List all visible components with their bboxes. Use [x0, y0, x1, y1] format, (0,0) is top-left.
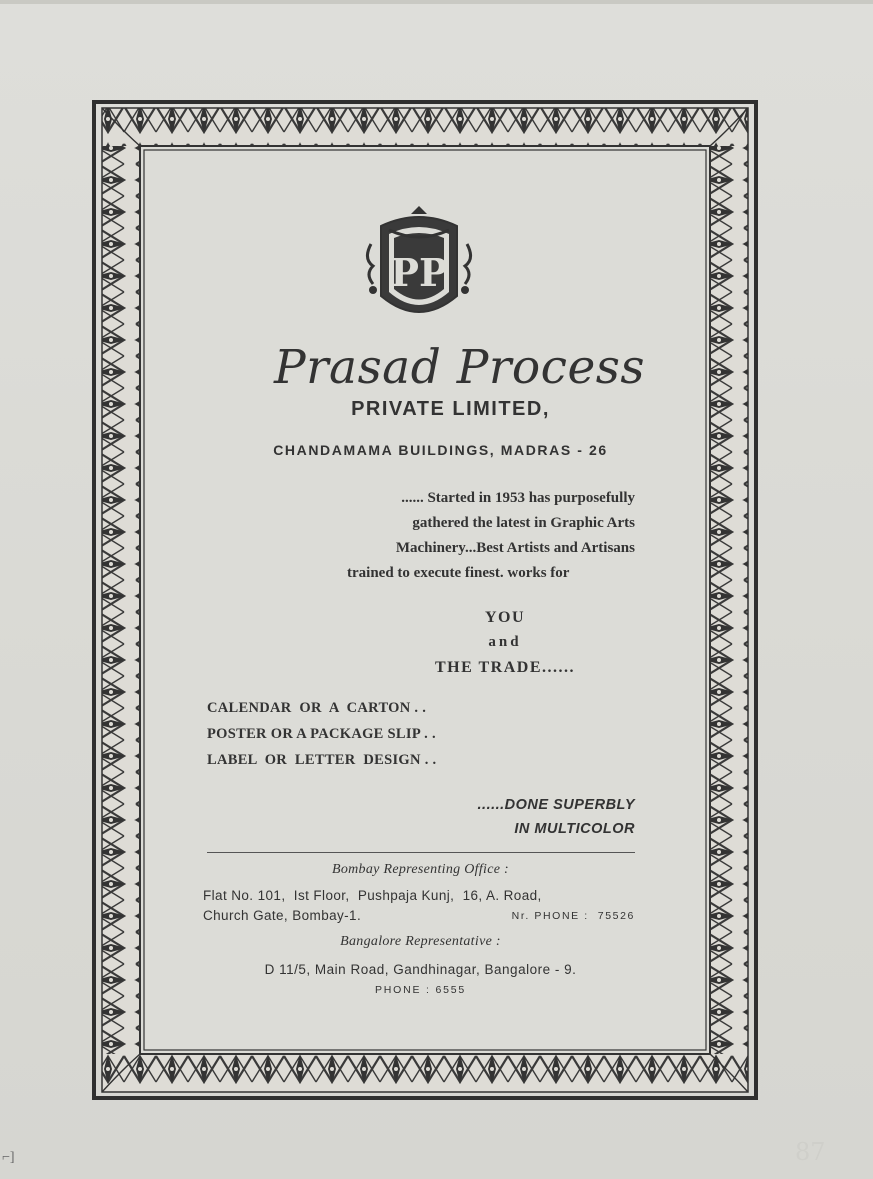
trade-text: THE TRADE......: [434, 659, 575, 676]
bangalore-phone: PHONE : 6555: [374, 984, 467, 996]
bombay-office-heading: Bombay Representing Office :: [332, 862, 509, 877]
intro-line: ...... Started in 1953 has purposefully: [401, 490, 635, 506]
intro-line: Machinery...Best Artists and Artisans: [395, 540, 635, 556]
pp-crest-icon: [359, 204, 479, 330]
bombay-phone: Nr. PHONE : 75526: [511, 910, 635, 922]
advert-content: [145, 150, 696, 1050]
tagline-line-2: IN MULTICOLOR: [514, 821, 635, 837]
divider: [207, 852, 635, 853]
audience-block: [405, 605, 605, 680]
list-item: POSTER OR A PACKAGE SLIP . .: [207, 726, 436, 742]
margin-mark: ⌐]: [2, 1150, 15, 1165]
list-item: LABEL OR LETTER DESIGN . .: [207, 752, 437, 768]
list-item: CALENDAR OR A CARTON . .: [207, 700, 427, 716]
tagline: [425, 793, 635, 841]
bangalore-office-heading: Bangalore Representative :: [340, 934, 501, 949]
company-address: CHANDAMAMA BUILDINGS, MADRAS - 26: [273, 442, 608, 458]
bangalore-address: D 11/5, Main Road, Gandhinagar, Bangalore - 9.: [264, 962, 577, 977]
intro-line: gathered the latest in Graphic Arts: [412, 515, 635, 531]
bombay-address-line-2: [203, 906, 635, 926]
products-list: [207, 695, 437, 773]
company-name: Prasad Process: [273, 340, 645, 395]
page-top-edge: [0, 0, 873, 4]
logo-monogram: PP: [390, 250, 448, 295]
you-text: YOU: [484, 609, 526, 626]
bombay-address-line-1: Flat No. 101, Ist Floor, Pushpaja Kunj, 16, A. Road,: [203, 888, 542, 903]
page-number: 87: [795, 1138, 826, 1166]
intro-line: trained to execute finest. works for: [347, 565, 570, 581]
intro-paragraph: [295, 486, 635, 586]
tagline-line-1: ......DONE SUPERBLY: [477, 797, 635, 813]
bombay-address: [203, 886, 635, 926]
bombay-city: Church Gate, Bombay-1.: [203, 908, 362, 923]
and-text: and: [488, 634, 522, 650]
company-type: PRIVATE LIMITED,: [351, 398, 550, 420]
